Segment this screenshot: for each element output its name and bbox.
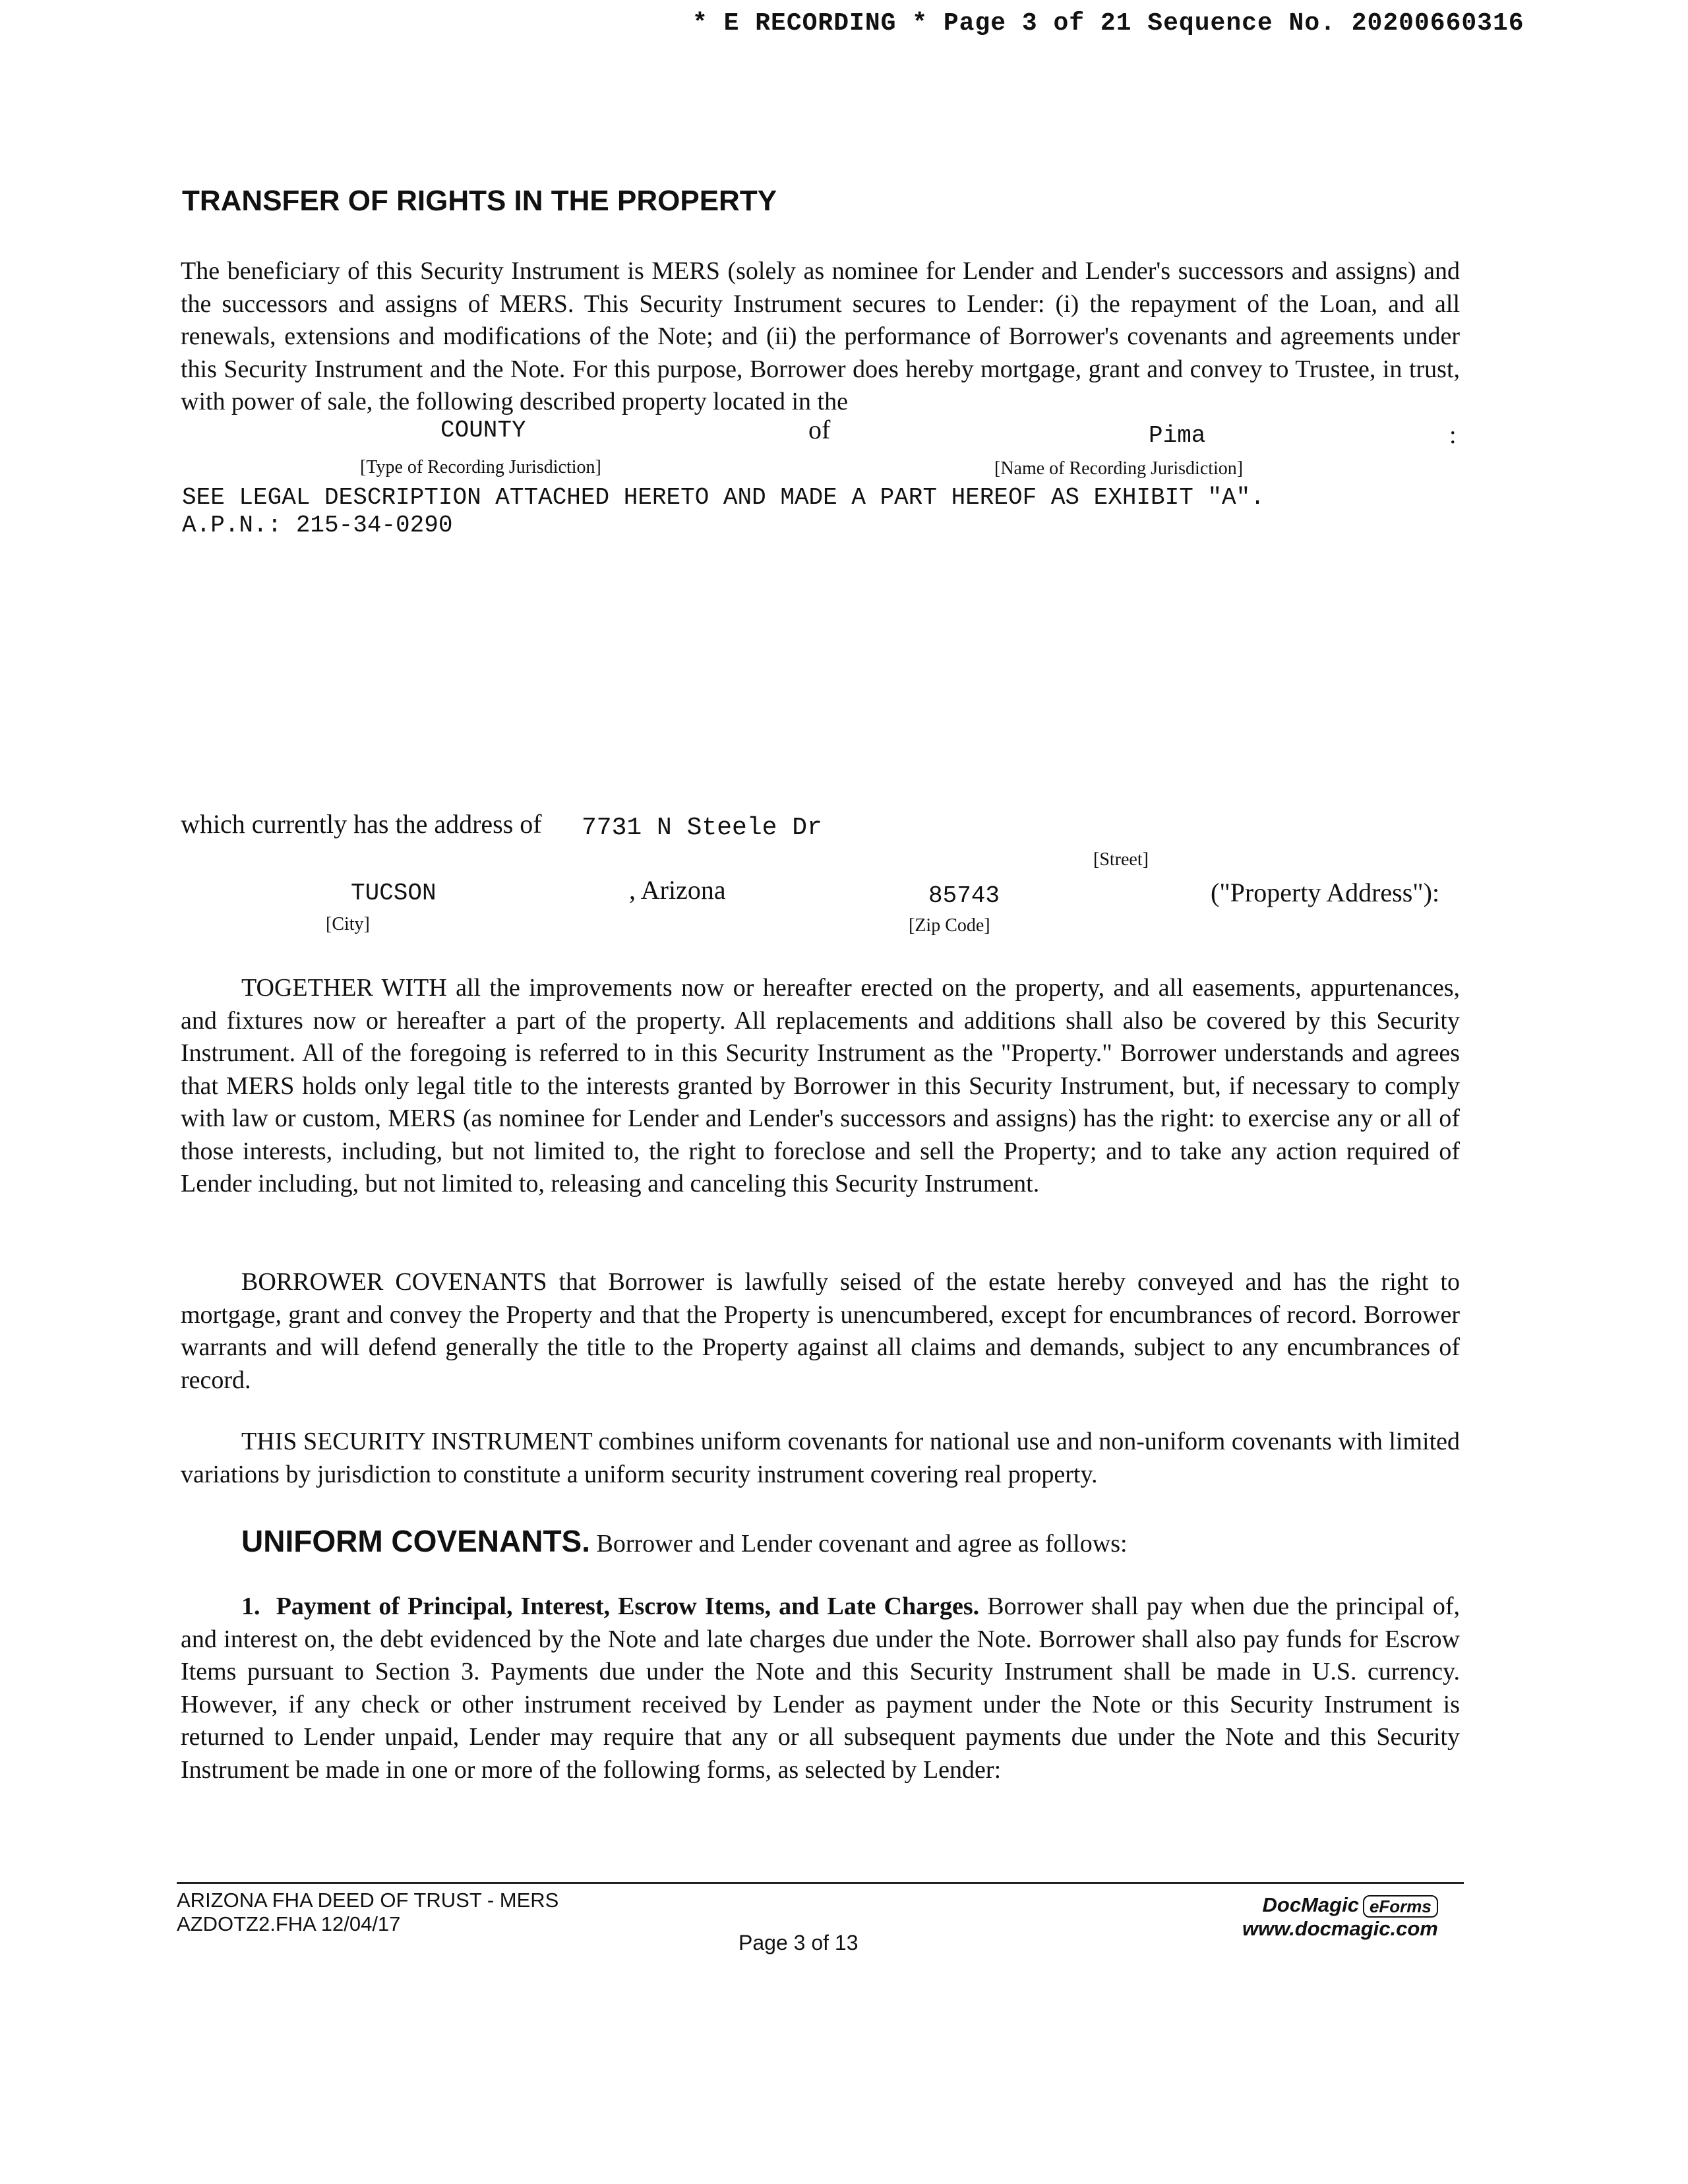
together-with-paragraph: TOGETHER WITH all the improvements now or hereafter erected on the property, and all easements, appurtenances, and fixtures now or hereafter a part of the property. All replacements and additions shall also be covered by this Security Instrument. All of the foregoing is referred to in this Security Instrument as the "Property." Borrower understands and agrees that MERS holds only legal title to the interests granted by Borrower in this Security Instrument, but, if necessary to comply with law or custom, MERS (as nominee for Lender and Lender's successors and assigns) has the right: to exercise any or all of those interests, including, but not limited to, the right to foreclose and sell the Property; and to take any action required of Lender including, but not limited to, releasing and canceling this Security Instrument. (181, 974, 1460, 1198)
address-lead: which currently has the address of (181, 809, 542, 839)
footer-form-name: ARIZONA FHA DEED OF TRUST - MERS (177, 1889, 559, 1912)
of-word: of (808, 415, 831, 444)
section-1-text: Borrower shall pay when due the principal of, and interest on, the debt evidenced by the Note and late charges due under the Note. Borrower shall also pay funds for Escrow Items pursuant to Section 3. Payments due under the Note and this Security Instrument shall be made in U.S. currency. However, if any check or other instrument received by Lender as payment under the Note or this Security Instrument is returned to Lender unpaid, Lender may require that any or all subsequent payments due under the Note and this Security Instrument be made in one or more of the following forms, as selected by Lender: (181, 1592, 1460, 1784)
jurisdiction-colon: : (1449, 421, 1457, 449)
section-1-number: 1. (241, 1592, 260, 1620)
apn-number: A.P.N.: 215-34-0290 (182, 512, 453, 539)
footer-brand (1242, 1894, 1438, 1940)
footer-form-code: AZDOTZ2.FHA 12/04/17 (177, 1912, 401, 1935)
transfer-paragraph: The beneficiary of this Security Instrument is MERS (solely as nominee for Lender and Lender's successors and assigns) and the successors and assigns of MERS. This Security Instrument secures to Lender: (i) the repayment of the Loan, and all renewals, extensions and modifications of the Note; and (ii) the performance of Borrower's covenants and agreements under this Security Instrument and the Note. For this purpose, Borrower does hereby mortgage, grant and convey to Trustee, in trust, with power of sale, the following described property located in the (181, 257, 1460, 415)
footer-form-info (177, 1889, 558, 1936)
uniform-covenants-heading: UNIFORM COVENANTS. (241, 1524, 590, 1558)
footer-divider (177, 1882, 1464, 1884)
section-title: TRANSFER OF RIGHTS IN THE PROPERTY (182, 185, 777, 217)
street-value: 7731 N Steele Dr (582, 814, 822, 842)
property-address-label: ("Property Address"): (1211, 878, 1440, 907)
uniform-covenants (241, 1523, 1128, 1559)
street-label: [Street] (1093, 849, 1149, 870)
jurisdiction-name: Pima (1149, 422, 1206, 449)
city-label: [City] (326, 914, 370, 934)
uniform-covenants-text: Borrower and Lender covenant and agree as follows: (596, 1530, 1128, 1558)
section-1-paragraph (181, 1591, 1460, 1786)
jurisdiction-type: COUNTY (440, 417, 526, 444)
borrower-covenants-paragraph: BORROWER COVENANTS that Borrower is lawfully seised of the estate hereby conveyed and has the right to mortgage, grant and convey the Property and that the Property is unencumbered, except for encumbrances of record. Borrower warrants and will defend generally the title to the Property against all claims and demands, subject to any encumbrances of record. (181, 1268, 1460, 1394)
jurisdiction-type-label: [Type of Recording Jurisdiction] (360, 457, 601, 477)
docmagic-logo-text: DocMagic (1262, 1893, 1359, 1916)
city-value: TUCSON (351, 880, 437, 907)
security-instrument-paragraph: THIS SECURITY INSTRUMENT combines uniform covenants for national use and non-uniform covenants with limited variations by jurisdiction to constitute a uniform security instrument covering real property. (181, 1428, 1460, 1488)
state-value: , Arizona (629, 875, 726, 905)
recording-stamp: * E RECORDING * Page 3 of 21 Sequence No. 20200660316 (692, 9, 1524, 38)
footer-website: www.docmagic.com (1242, 1916, 1438, 1940)
zip-label: [Zip Code] (909, 915, 990, 936)
legal-description: SEE LEGAL DESCRIPTION ATTACHED HERETO AND MADE A PART HEREOF AS EXHIBIT "A". (182, 484, 1265, 511)
footer-page-number: Page 3 of 13 (738, 1931, 859, 1955)
eforms-logo: eForms (1363, 1895, 1438, 1918)
zip-value: 85743 (928, 882, 1000, 909)
section-1-heading: Payment of Principal, Interest, Escrow Items, and Late Charges. (276, 1592, 980, 1620)
jurisdiction-name-label: [Name of Recording Jurisdiction] (994, 458, 1244, 479)
